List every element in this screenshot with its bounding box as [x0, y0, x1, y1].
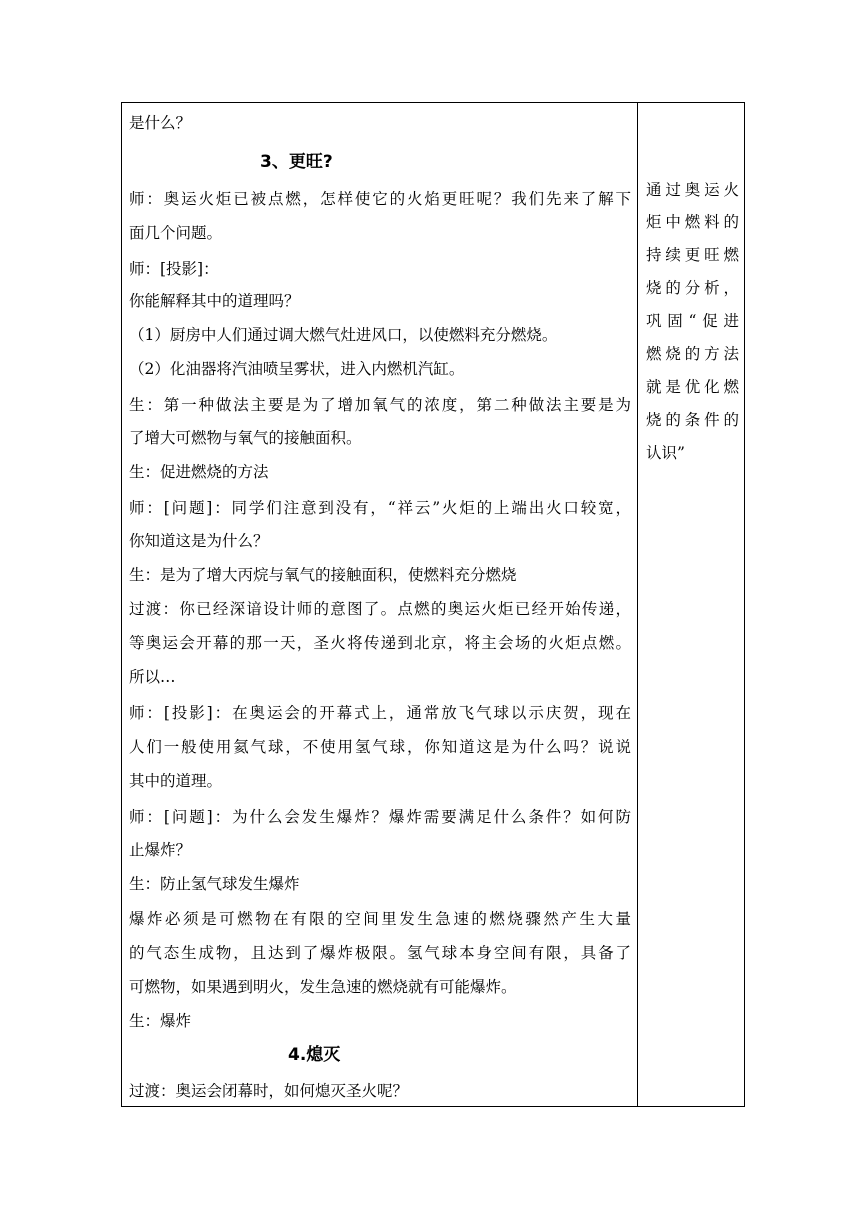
text-line: 爆炸必须是可燃物在有限的空间里发生急速的燃烧骤然产生大量 [129, 910, 631, 928]
text-line: 人们一般使用氦气球，不使用氢气球，你知道这是为什么吗？说说 [129, 738, 631, 756]
column-divider [637, 103, 638, 1106]
side-text-line: 燃烧的方法 [646, 345, 739, 363]
text-line: 你能解释其中的道理吗？ [129, 292, 300, 310]
text-line: 止爆炸？ [129, 841, 192, 859]
text-line: 师：奥运火炬已被点燃，怎样使它的火焰更旺呢？我们先来了解下 [129, 190, 631, 208]
text-line: 可燃物，如果遇到明火，发生急速的燃烧就有可能爆炸。 [129, 978, 517, 996]
text-line: 是什么？ [129, 114, 192, 132]
text-line: 师：[问题]：为什么会发生爆炸？爆炸需要满足什么条件？如何防 [129, 808, 631, 826]
text-line: 过渡：你已经深谙设计师的意图了。点燃的奥运火炬已经开始传递， [129, 600, 631, 618]
side-text-line: 通过奥运火 [646, 181, 739, 199]
text-line: 面几个问题。 [129, 224, 223, 242]
text-line: （1）厨房中人们通过调大燃气灶进风口，以使燃料充分燃烧。 [129, 326, 558, 344]
text-line: 等奥运会开幕的那一天，圣火将传递到北京，将主会场的火炬点燃。 [129, 634, 631, 652]
side-text-line: 巩固“促进 [646, 312, 739, 330]
side-text-line: 认识” [646, 444, 685, 462]
side-text-line: 烧的条件的 [646, 411, 739, 429]
text-line: 生：防止氢气球发生爆炸 [129, 875, 300, 893]
text-line: 所以… [129, 668, 176, 686]
side-text-line: 就是优化燃 [646, 378, 739, 396]
section-heading-4: 4.熄灭 [288, 1045, 341, 1065]
text-line: 其中的道理。 [129, 772, 223, 790]
text-line: 师：[投影]： [129, 260, 219, 278]
section-heading-3: 3、更旺? [260, 152, 333, 172]
side-text-line: 炬中燃料的 [646, 213, 739, 231]
text-line: 师：[投影]：在奥运会的开幕式上，通常放飞气球以示庆贺，现在 [129, 704, 631, 722]
text-line: 的气态生成物，且达到了爆炸极限。氢气球本身空间有限，具备了 [129, 944, 631, 962]
text-line: 生：第一种做法主要是为了增加氧气的浓度，第二种做法主要是为 [129, 396, 631, 414]
text-line: 你知道这是为什么？ [129, 532, 269, 550]
text-line: 了增大可燃物与氧气的接触面积。 [129, 429, 362, 447]
lesson-plan-table [121, 102, 745, 1107]
text-line: 生：促进燃烧的方法 [129, 463, 269, 481]
text-line: （2）化油器将汽油喷呈雾状，进入内燃机汽缸。 [129, 360, 465, 378]
side-text-line: 烧的分析， [646, 279, 739, 297]
side-text-line: 持续更旺燃 [646, 246, 739, 264]
text-line: 过渡：奥运会闭幕时，如何熄灭圣火呢？ [129, 1082, 409, 1100]
text-line: 师：[问题]：同学们注意到没有，“祥云”火炬的上端出火口较宽， [129, 499, 631, 517]
text-line: 生：是为了增大丙烷与氧气的接触面积，使燃料充分燃烧 [129, 566, 517, 584]
text-line: 生：爆炸 [129, 1012, 192, 1030]
